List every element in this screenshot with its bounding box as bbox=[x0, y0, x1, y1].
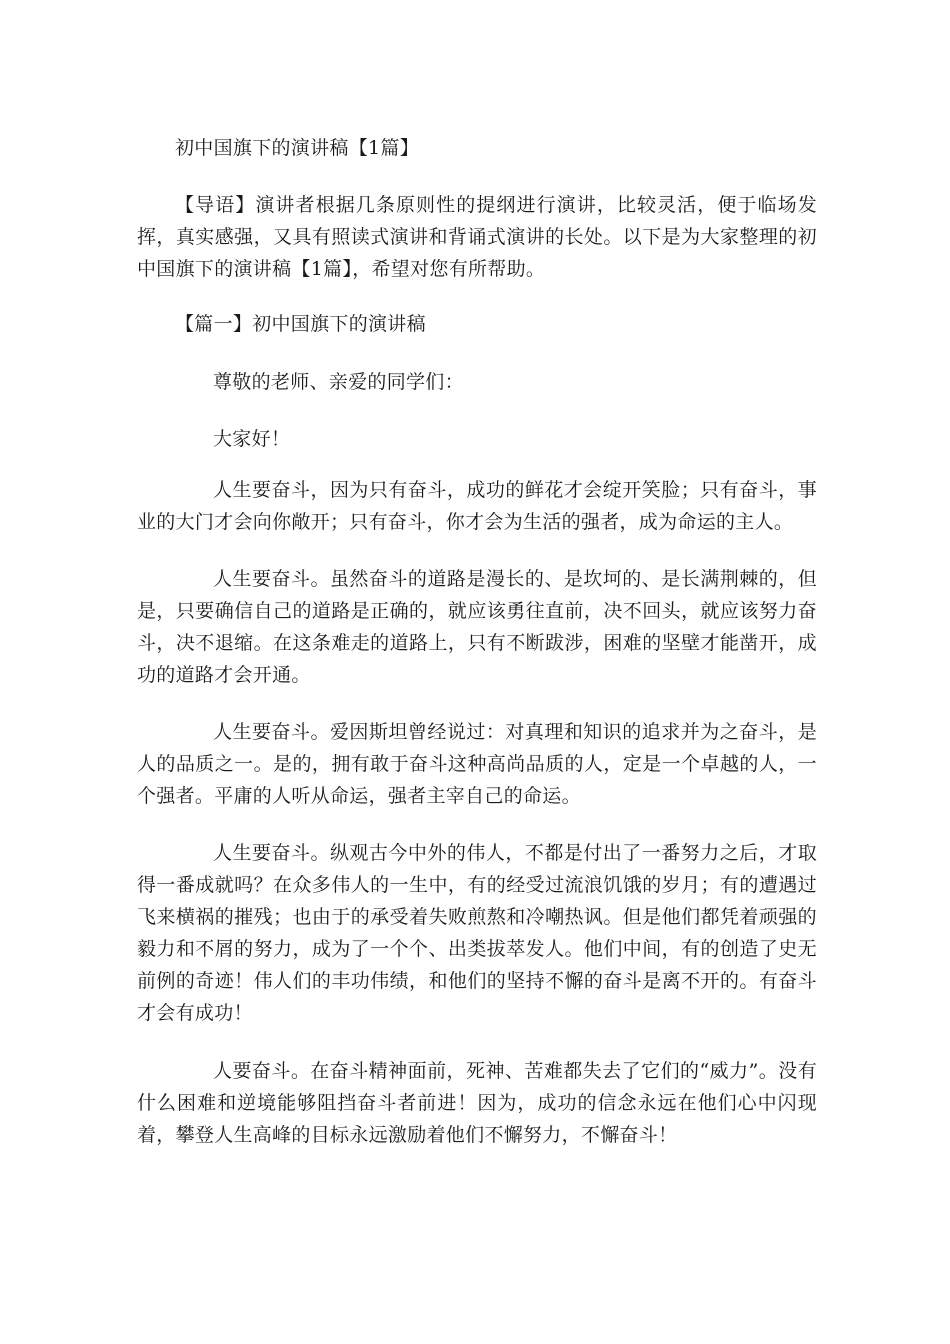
body-paragraph-3: 人生要奋斗。爱因斯坦曾经说过：对真理和知识的追求并为之奋斗，是人的品质之一。是的，拥有敢于奋斗这种高尚品质的人，定是一个卓越的人，一个强者。平庸的人听从命运，强者主宰自己的命运。 bbox=[137, 721, 817, 807]
intro-paragraph: 【导语】演讲者根据几条原则性的提纲进行演讲，比较灵活，便于临场发挥，真实感强，又具有照读式演讲和背诵式演讲的长处。以下是为大家整理的初中国旗下的演讲稿【1篇】，希望对您有所帮助。 bbox=[137, 194, 817, 280]
salutation: 尊敬的老师、亲爱的同学们： bbox=[213, 371, 464, 393]
document-title: 初中国旗下的演讲稿【1篇】 bbox=[175, 137, 419, 159]
body-paragraph-2: 人生要奋斗。虽然奋斗的道路是漫长的、是坎坷的、是长满荆棘的，但是，只要确信自己的道路是正确的，就应该勇往直前，决不回头，就应该努力奋斗，决不退缩。在这条难走的道路上，只有不断跋涉，困难的坚壁才能凿开，成功的道路才会开通。 bbox=[137, 568, 817, 686]
greeting: 大家好！ bbox=[213, 428, 291, 450]
body-paragraph-1: 人生要奋斗，因为只有奋斗，成功的鲜花才会绽开笑脸；只有奋斗，事业的大门才会向你敞开；只有奋斗，你才会为生活的强者，成为命运的主人。 bbox=[137, 479, 817, 533]
body-paragraph-5: 人要奋斗。在奋斗精神面前，死神、苦难都失去了它们的“威力”。没有什么困难和逆境能够阻挡奋斗者前进！因为，成功的信念永远在他们心中闪现着，攀登人生高峰的目标永远激励着他们不懈努力，不懈奋斗！ bbox=[137, 1060, 817, 1146]
section-heading: 【篇一】初中国旗下的演讲稿 bbox=[175, 313, 426, 335]
body-paragraph-4: 人生要奋斗。纵观古今中外的伟人，不都是付出了一番努力之后，才取得一番成就吗？在众多伟人的一生中，有的经受过流浪饥饿的岁月；有的遭遇过飞来横祸的摧残；也由于的承受着失败煎熬和冷嘲热讽。但是他们都凭着顽强的毅力和不屑的努力，成为了一个个、出类拔萃发人。他们中间，有的创造了史无前例的奇迹！伟人们的丰功伟绩，和他们的坚持不懈的奋斗是离不开的。有奋斗才会有成功！ bbox=[137, 842, 817, 1024]
